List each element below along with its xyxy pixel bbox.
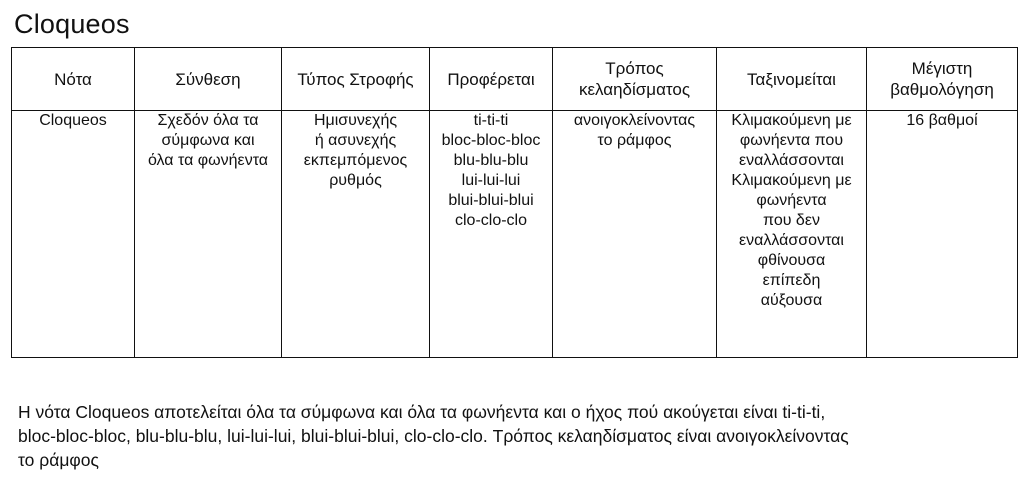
cell-stanza-type-line: Ημισυνεχής — [313, 112, 398, 129]
cell-classified-line: αύξουσα — [760, 292, 823, 309]
cell-stanza-type — [282, 111, 430, 358]
header-classified — [717, 48, 867, 111]
cell-pronounced-line: lui-lui-lui — [461, 172, 521, 189]
header-singing-manner-line: Τρόπος — [605, 59, 664, 78]
cell-composition-line: όλα τα φωνήεντα — [147, 152, 269, 169]
cell-pronounced-line: blui-blui-blui — [448, 192, 534, 209]
description-line: το ράμφος — [18, 450, 99, 470]
header-classified-line: Ταξινομείται — [747, 69, 836, 89]
header-singing-manner-line: κελαηδίσματος — [578, 80, 691, 99]
cell-stanza-type-line: εκπεμπόμενος — [303, 152, 408, 169]
header-max-score-line: Μέγιστη — [911, 59, 973, 78]
cell-classified-line: φωνήεντα που — [739, 132, 844, 149]
cell-classified-line: φθίνουσα — [757, 252, 826, 269]
header-stanza-type-line: Τύπος Στροφής — [297, 69, 414, 89]
header-row — [12, 48, 1018, 111]
header-stanza-type — [282, 48, 430, 111]
description-line: bloc-bloc-bloc, blu-blu-blu, lui-lui-lui, blui-blui-blui, clo-clo-clo. Τρόπος κελαηδίσματος είναι ανοιγοκλείνοντας — [18, 426, 849, 446]
cell-classified-line: εναλλάσσονται — [739, 232, 844, 249]
cell-composition — [135, 111, 282, 358]
cell-composition-line: σύμφωνα και — [161, 132, 255, 149]
cell-note — [12, 111, 135, 358]
cell-singing-manner-line: ανοιγοκλείνοντας — [573, 112, 696, 129]
header-composition — [135, 48, 282, 111]
cell-pronounced — [430, 111, 553, 358]
description-line: Η νότα Cloqueos αποτελείται όλα τα σύμφωνα και όλα τα φωνήεντα και ο ήχος πού ακούγεται είναι ti-ti-ti, — [18, 402, 826, 422]
cell-classified-line: επίπεδη — [762, 272, 821, 289]
cell-classified — [717, 111, 867, 358]
note-table — [11, 47, 1018, 358]
page-title: Cloqueos — [14, 9, 130, 39]
header-note-line: Νότα — [54, 69, 92, 89]
cell-classified-line: φωνήεντα — [756, 192, 827, 209]
cell-singing-manner-line: το ράμφος — [597, 132, 672, 149]
cell-classified-line: Κλιμακούμενη με — [731, 112, 852, 129]
cell-max-score — [867, 111, 1018, 358]
table-row — [12, 111, 1018, 358]
header-max-score-line: βαθμολόγηση — [890, 80, 994, 99]
cell-note-line: Cloqueos — [39, 112, 107, 129]
cell-pronounced-line: bloc-bloc-bloc — [441, 132, 541, 149]
cell-classified-line: Κλιμακούμενη με — [731, 172, 852, 189]
cell-stanza-type-line: ρυθμός — [329, 172, 382, 189]
cell-singing-manner — [553, 111, 717, 358]
header-singing-manner — [553, 48, 717, 111]
header-note — [12, 48, 135, 111]
cell-pronounced-line: clo-clo-clo — [454, 212, 527, 229]
cell-composition-line: Σχεδόν όλα τα — [157, 112, 259, 129]
description-paragraph — [18, 400, 1018, 472]
cell-classified-line: που δεν — [763, 212, 820, 229]
cell-max-score-line: 16 βαθμοί — [906, 112, 978, 129]
cell-classified-line: εναλλάσσονται — [739, 152, 844, 169]
header-pronounced — [430, 48, 553, 111]
header-max-score — [867, 48, 1018, 111]
header-pronounced-line: Προφέρεται — [447, 69, 535, 89]
header-composition-line: Σύνθεση — [175, 69, 241, 89]
cell-pronounced-line: blu-blu-blu — [453, 152, 529, 169]
cell-pronounced-line: ti-ti-ti — [473, 112, 509, 129]
cell-stanza-type-line: ή ασυνεχής — [314, 132, 397, 149]
